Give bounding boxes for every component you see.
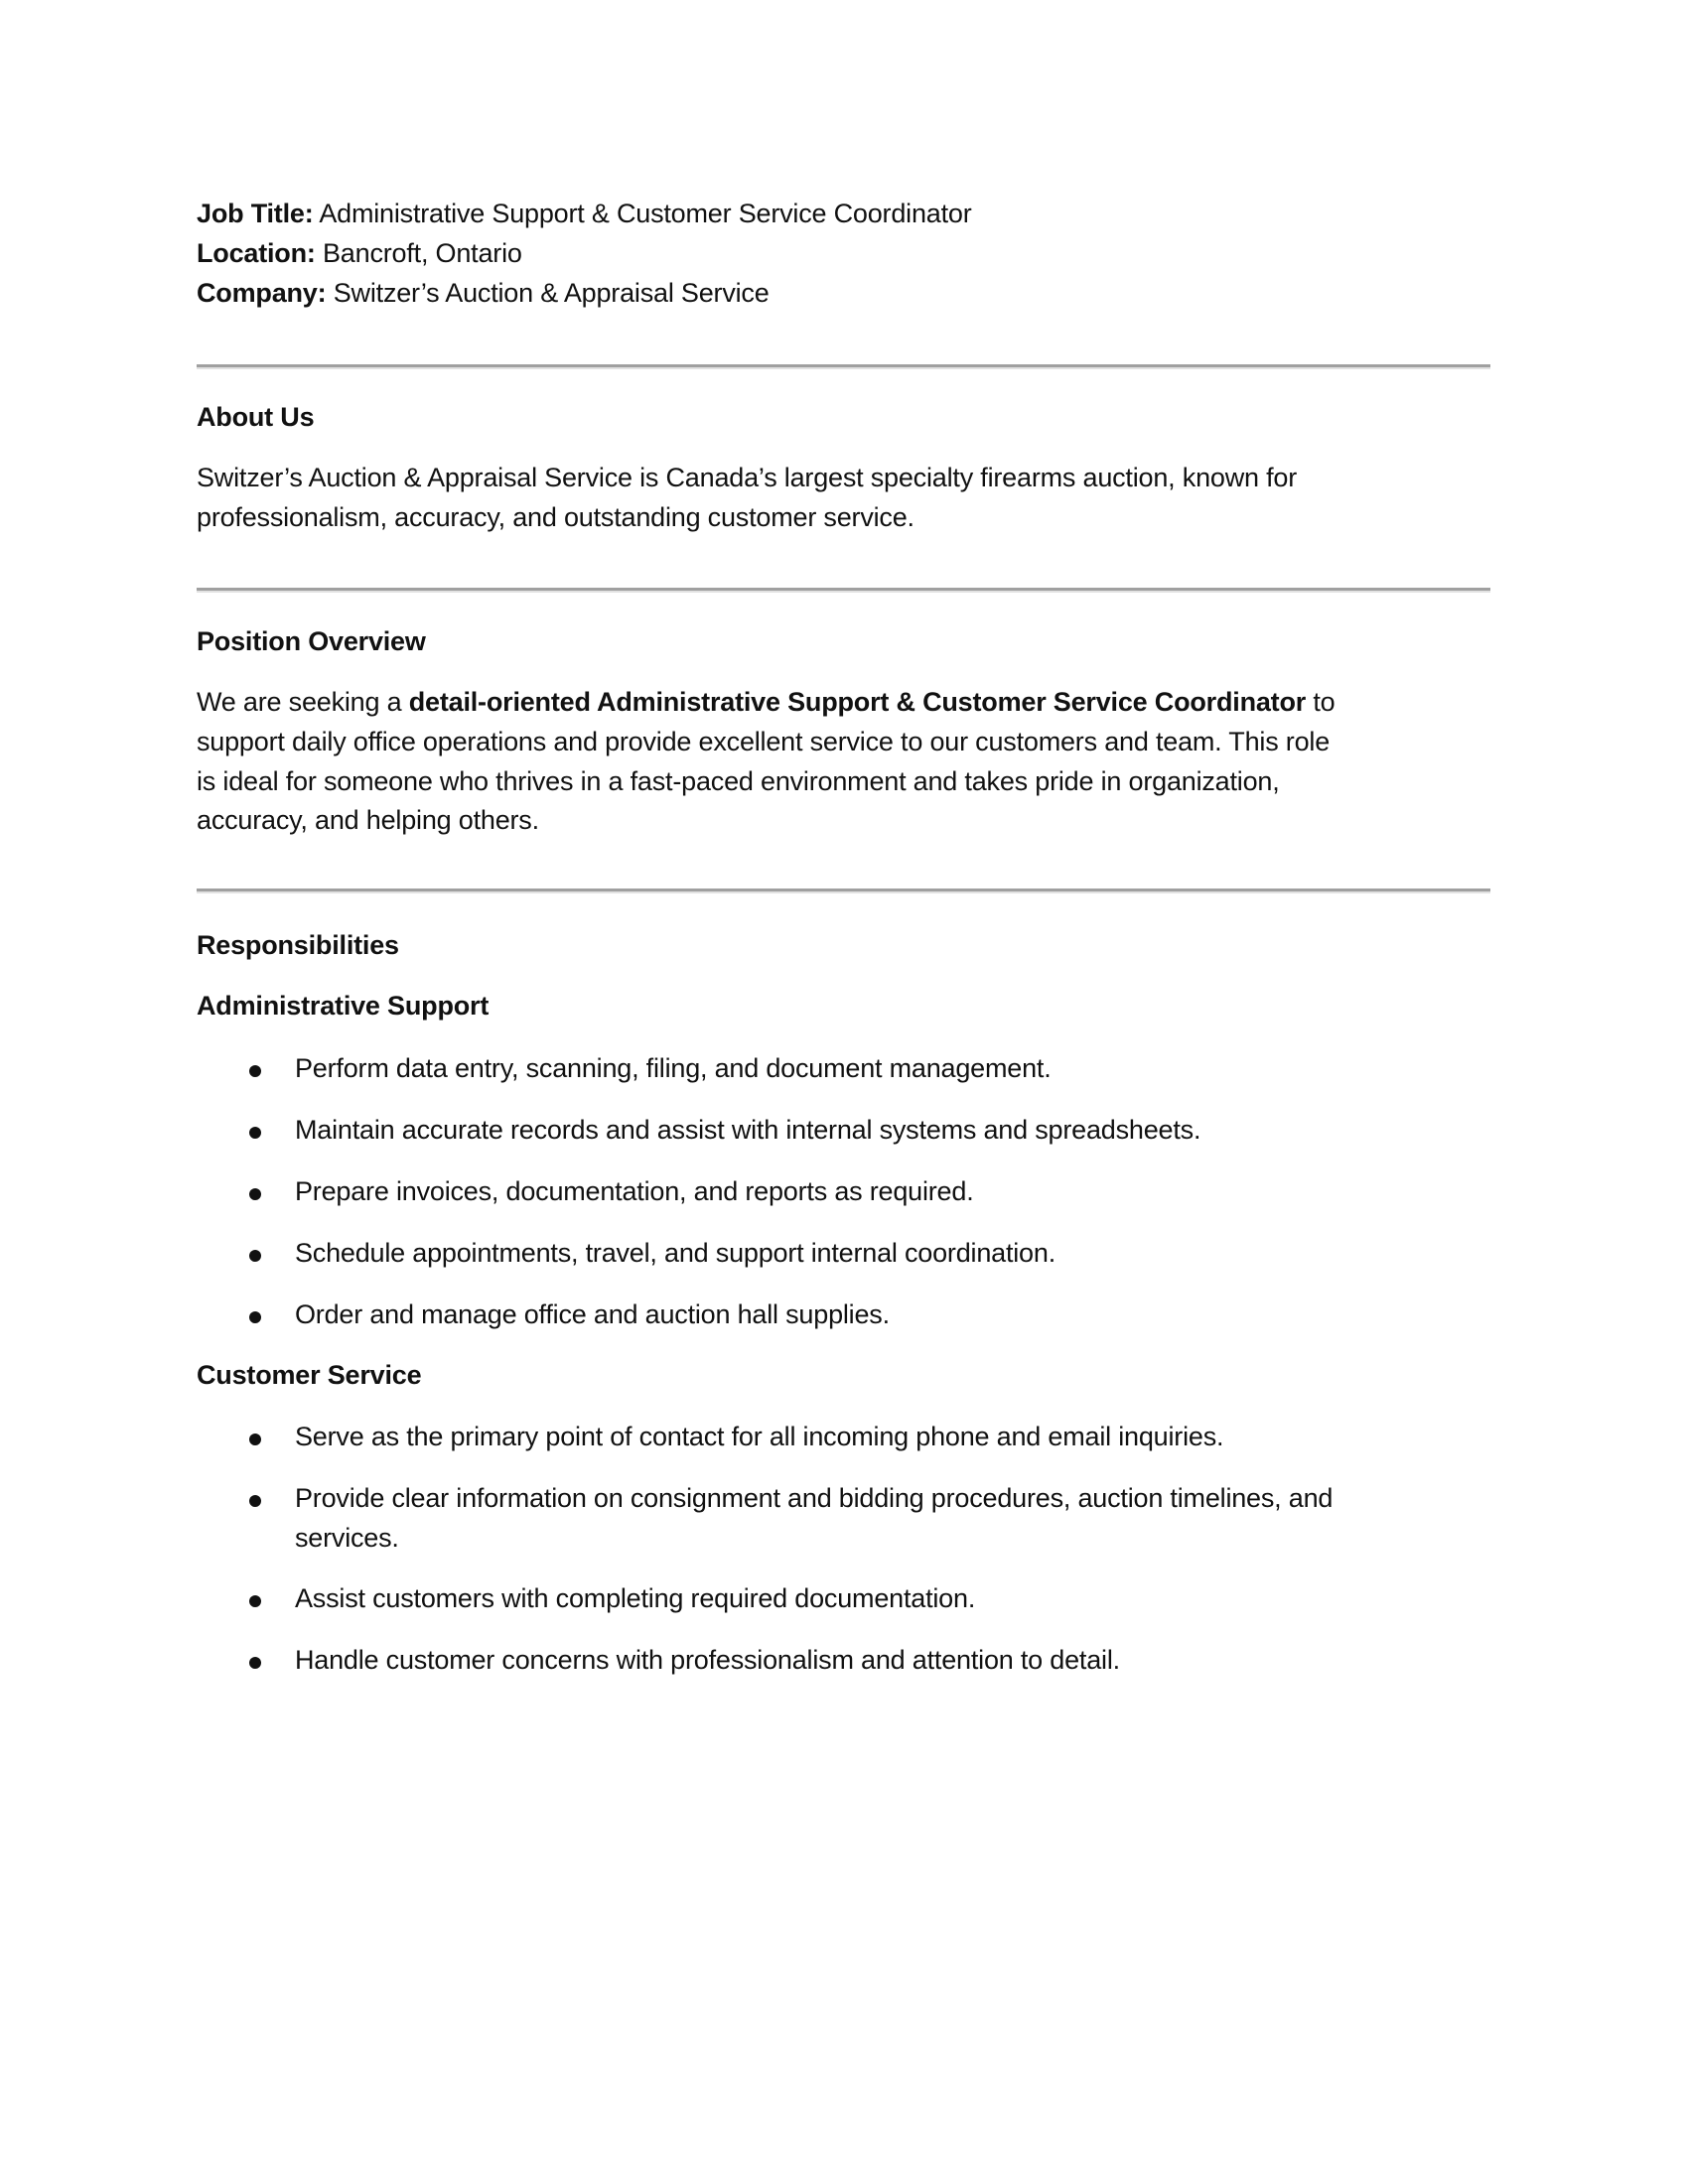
location-line — [197, 237, 522, 269]
bullet-icon — [249, 1595, 261, 1607]
overview-text-line: support daily office operations and provide excellent service to our customers and team. This role — [197, 727, 1331, 756]
list-item: Handle customer concerns with professionalism and attention to detail. — [295, 1645, 1120, 1675]
about-heading: About Us — [197, 402, 315, 432]
bullet-icon — [249, 1250, 261, 1262]
overview-text-post: to — [1306, 687, 1336, 717]
admin-support-heading: Administrative Support — [197, 991, 490, 1021]
overview-text-bold: detail-oriented Administrative Support & Customer Service Coordinator — [408, 687, 1307, 717]
customer-service-heading: Customer Service — [197, 1360, 422, 1390]
list-item: Perform data entry, scanning, filing, and document management. — [295, 1053, 1052, 1083]
list-item: Order and manage office and auction hall supplies. — [295, 1299, 890, 1329]
list-item: Schedule appointments, travel, and support internal coordination. — [295, 1238, 1055, 1268]
overview-text-line: accuracy, and helping others. — [197, 805, 539, 835]
company-label: Company: — [197, 278, 327, 308]
list-item: Assist customers with completing required documentation. — [295, 1583, 976, 1613]
about-text-line: Switzer’s Auction & Appraisal Service is Canada’s largest specialty firearms auction, known for — [197, 463, 1298, 492]
list-item: Serve as the primary point of contact for all incoming phone and email inquiries. — [295, 1422, 1224, 1451]
about-text-line: professionalism, accuracy, and outstanding customer service. — [197, 502, 914, 532]
bullet-icon — [249, 1433, 261, 1445]
job-title-label: Job Title: — [197, 199, 314, 228]
list-item-continuation: services. — [295, 1523, 399, 1553]
overview-text-line — [197, 686, 1336, 718]
bullet-icon — [249, 1311, 261, 1323]
list-item: Prepare invoices, documentation, and reports as required. — [295, 1176, 974, 1206]
bullet-icon — [249, 1495, 261, 1507]
bullet-icon — [249, 1065, 261, 1077]
company-line — [197, 277, 770, 309]
overview-heading: Position Overview — [197, 626, 426, 656]
company-value: Switzer’s Auction & Appraisal Service — [333, 278, 770, 308]
divider — [197, 888, 1490, 893]
overview-text-pre: We are seeking a — [197, 687, 409, 717]
list-item: Provide clear information on consignment and bidding procedures, auction timelines, and — [295, 1483, 1334, 1513]
bullet-icon — [249, 1657, 261, 1669]
location-value: Bancroft, Ontario — [323, 238, 522, 268]
list-item: Maintain accurate records and assist with internal systems and spreadsheets. — [295, 1115, 1201, 1145]
divider — [197, 364, 1490, 369]
overview-text-line: is ideal for someone who thrives in a fast-paced environment and takes pride in organization, — [197, 766, 1280, 796]
bullet-icon — [249, 1188, 261, 1200]
divider — [197, 588, 1490, 593]
job-title-line — [197, 198, 972, 229]
responsibilities-heading: Responsibilities — [197, 930, 399, 960]
bullet-icon — [249, 1127, 261, 1139]
location-label: Location: — [197, 238, 316, 268]
job-title-value: Administrative Support & Customer Service Coordinator — [319, 199, 972, 228]
